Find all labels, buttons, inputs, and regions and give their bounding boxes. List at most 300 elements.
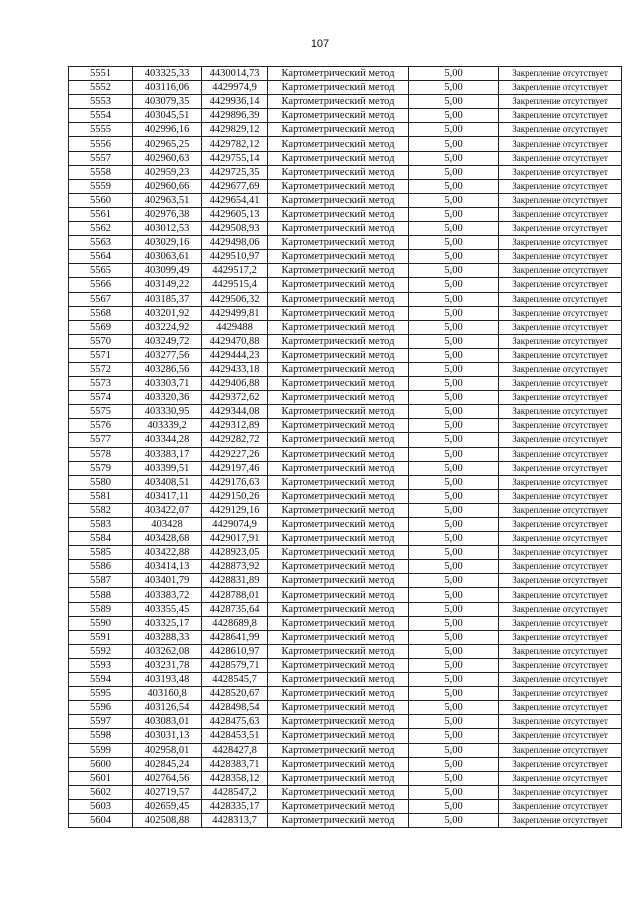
point-number-cell: 5592 <box>69 644 133 658</box>
accuracy-cell: 5,00 <box>409 433 499 447</box>
method-cell: Картометрический метод <box>268 292 409 306</box>
point-number-cell: 5566 <box>69 278 133 292</box>
status-cell: Закрепление отсутствует <box>499 250 622 264</box>
table-row <box>69 574 622 588</box>
method-cell: Картометрический метод <box>268 95 409 109</box>
x-coordinate-cell: 403149,22 <box>133 278 202 292</box>
y-coordinate-cell: 4429282,72 <box>202 433 268 447</box>
x-coordinate-cell: 402719,57 <box>133 785 202 799</box>
method-cell: Картометрический метод <box>268 715 409 729</box>
y-coordinate-cell: 4428545,7 <box>202 673 268 687</box>
accuracy-cell: 5,00 <box>409 701 499 715</box>
status-cell: Закрепление отсутствует <box>499 560 622 574</box>
x-coordinate-cell: 403012,53 <box>133 222 202 236</box>
status-cell: Закрепление отсутствует <box>499 602 622 616</box>
status-cell: Закрепление отсутствует <box>499 489 622 503</box>
accuracy-cell: 5,00 <box>409 109 499 123</box>
method-cell: Картометрический метод <box>268 616 409 630</box>
status-cell: Закрепление отсутствует <box>499 503 622 517</box>
accuracy-cell: 5,00 <box>409 419 499 433</box>
status-cell: Закрепление отсутствует <box>499 644 622 658</box>
y-coordinate-cell: 4428313,7 <box>202 813 268 827</box>
method-cell: Картометрический метод <box>268 546 409 560</box>
status-cell: Закрепление отсутствует <box>499 222 622 236</box>
method-cell: Картометрический метод <box>268 123 409 137</box>
method-cell: Картометрический метод <box>268 264 409 278</box>
y-coordinate-cell: 4429829,12 <box>202 123 268 137</box>
method-cell: Картометрический метод <box>268 743 409 757</box>
x-coordinate-cell: 402960,63 <box>133 151 202 165</box>
x-coordinate-cell: 403383,17 <box>133 447 202 461</box>
y-coordinate-cell: 4428358,12 <box>202 771 268 785</box>
table-row <box>69 391 622 405</box>
table-row <box>69 560 622 574</box>
point-number-cell: 5585 <box>69 546 133 560</box>
x-coordinate-cell: 403422,88 <box>133 546 202 560</box>
y-coordinate-cell: 4428641,99 <box>202 630 268 644</box>
point-number-cell: 5574 <box>69 391 133 405</box>
point-number-cell: 5599 <box>69 743 133 757</box>
table-row <box>69 658 622 672</box>
accuracy-cell: 5,00 <box>409 391 499 405</box>
accuracy-cell: 5,00 <box>409 518 499 532</box>
y-coordinate-cell: 4428547,2 <box>202 785 268 799</box>
method-cell: Картометрический метод <box>268 320 409 334</box>
table-row <box>69 757 622 771</box>
point-number-cell: 5593 <box>69 658 133 672</box>
table-row <box>69 405 622 419</box>
method-cell: Картометрический метод <box>268 193 409 207</box>
status-cell: Закрепление отсутствует <box>499 701 622 715</box>
method-cell: Картометрический метод <box>268 757 409 771</box>
table-row <box>69 518 622 532</box>
x-coordinate-cell: 402659,45 <box>133 799 202 813</box>
x-coordinate-cell: 403303,71 <box>133 377 202 391</box>
table-row <box>69 673 622 687</box>
y-coordinate-cell: 4429677,69 <box>202 179 268 193</box>
table-row <box>69 362 622 376</box>
accuracy-cell: 5,00 <box>409 292 499 306</box>
accuracy-cell: 5,00 <box>409 151 499 165</box>
y-coordinate-cell: 4428335,17 <box>202 799 268 813</box>
status-cell: Закрепление отсутствует <box>499 532 622 546</box>
point-number-cell: 5582 <box>69 503 133 517</box>
method-cell: Картометрический метод <box>268 644 409 658</box>
method-cell: Картометрический метод <box>268 250 409 264</box>
status-cell: Закрепление отсутствует <box>499 320 622 334</box>
point-number-cell: 5565 <box>69 264 133 278</box>
accuracy-cell: 5,00 <box>409 785 499 799</box>
point-number-cell: 5602 <box>69 785 133 799</box>
status-cell: Закрепление отсутствует <box>499 391 622 405</box>
y-coordinate-cell: 4429508,93 <box>202 222 268 236</box>
method-cell: Картометрический метод <box>268 785 409 799</box>
table-row <box>69 264 622 278</box>
accuracy-cell: 5,00 <box>409 179 499 193</box>
x-coordinate-cell: 403428 <box>133 518 202 532</box>
x-coordinate-cell: 403399,51 <box>133 461 202 475</box>
accuracy-cell: 5,00 <box>409 334 499 348</box>
method-cell: Картометрический метод <box>268 701 409 715</box>
y-coordinate-cell: 4429510,97 <box>202 250 268 264</box>
x-coordinate-cell: 403262,08 <box>133 644 202 658</box>
status-cell: Закрепление отсутствует <box>499 546 622 560</box>
accuracy-cell: 5,00 <box>409 630 499 644</box>
y-coordinate-cell: 4429605,13 <box>202 207 268 221</box>
method-cell: Картометрический метод <box>268 489 409 503</box>
point-number-cell: 5560 <box>69 193 133 207</box>
status-cell: Закрепление отсутствует <box>499 419 622 433</box>
point-number-cell: 5571 <box>69 348 133 362</box>
table-row <box>69 701 622 715</box>
status-cell: Закрепление отсутствует <box>499 771 622 785</box>
point-number-cell: 5563 <box>69 236 133 250</box>
method-cell: Картометрический метод <box>268 813 409 827</box>
point-number-cell: 5559 <box>69 179 133 193</box>
table-row <box>69 306 622 320</box>
method-cell: Картометрический метод <box>268 799 409 813</box>
accuracy-cell: 5,00 <box>409 222 499 236</box>
method-cell: Картометрический метод <box>268 602 409 616</box>
table-row <box>69 602 622 616</box>
method-cell: Картометрический метод <box>268 179 409 193</box>
point-number-cell: 5590 <box>69 616 133 630</box>
table-row <box>69 489 622 503</box>
y-coordinate-cell: 4429896,39 <box>202 109 268 123</box>
accuracy-cell: 5,00 <box>409 123 499 137</box>
method-cell: Картометрический метод <box>268 377 409 391</box>
table-row <box>69 785 622 799</box>
accuracy-cell: 5,00 <box>409 405 499 419</box>
method-cell: Картометрический метод <box>268 658 409 672</box>
table-row <box>69 236 622 250</box>
table-row <box>69 95 622 109</box>
y-coordinate-cell: 4430014,73 <box>202 67 268 81</box>
accuracy-cell: 5,00 <box>409 306 499 320</box>
table-row <box>69 503 622 517</box>
status-cell: Закрепление отсутствует <box>499 433 622 447</box>
point-number-cell: 5562 <box>69 222 133 236</box>
x-coordinate-cell: 402976,38 <box>133 207 202 221</box>
x-coordinate-cell: 403414,13 <box>133 560 202 574</box>
accuracy-cell: 5,00 <box>409 799 499 813</box>
status-cell: Закрепление отсутствует <box>499 264 622 278</box>
table-row <box>69 292 622 306</box>
table-row <box>69 475 622 489</box>
status-cell: Закрепление отсутствует <box>499 362 622 376</box>
point-number-cell: 5587 <box>69 574 133 588</box>
status-cell: Закрепление отсутствует <box>499 630 622 644</box>
y-coordinate-cell: 4428475,63 <box>202 715 268 729</box>
y-coordinate-cell: 4429470,88 <box>202 334 268 348</box>
accuracy-cell: 5,00 <box>409 236 499 250</box>
accuracy-cell: 5,00 <box>409 757 499 771</box>
status-cell: Закрепление отсутствует <box>499 236 622 250</box>
accuracy-cell: 5,00 <box>409 348 499 362</box>
method-cell: Картометрический метод <box>268 673 409 687</box>
x-coordinate-cell: 403339,2 <box>133 419 202 433</box>
x-coordinate-cell: 403383,72 <box>133 588 202 602</box>
y-coordinate-cell: 4429227,26 <box>202 447 268 461</box>
y-coordinate-cell: 4428689,8 <box>202 616 268 630</box>
x-coordinate-cell: 402764,56 <box>133 771 202 785</box>
accuracy-cell: 5,00 <box>409 588 499 602</box>
point-number-cell: 5600 <box>69 757 133 771</box>
y-coordinate-cell: 4429444,23 <box>202 348 268 362</box>
x-coordinate-cell: 403185,37 <box>133 292 202 306</box>
y-coordinate-cell: 4429725,35 <box>202 165 268 179</box>
x-coordinate-cell: 403063,61 <box>133 250 202 264</box>
table-row <box>69 320 622 334</box>
accuracy-cell: 5,00 <box>409 546 499 560</box>
y-coordinate-cell: 4429150,26 <box>202 489 268 503</box>
method-cell: Картометрический метод <box>268 630 409 644</box>
y-coordinate-cell: 4429488 <box>202 320 268 334</box>
x-coordinate-cell: 402996,16 <box>133 123 202 137</box>
accuracy-cell: 5,00 <box>409 687 499 701</box>
x-coordinate-cell: 402958,01 <box>133 743 202 757</box>
method-cell: Картометрический метод <box>268 306 409 320</box>
point-number-cell: 5554 <box>69 109 133 123</box>
y-coordinate-cell: 4429312,89 <box>202 419 268 433</box>
method-cell: Картометрический метод <box>268 475 409 489</box>
accuracy-cell: 5,00 <box>409 616 499 630</box>
accuracy-cell: 5,00 <box>409 250 499 264</box>
point-number-cell: 5580 <box>69 475 133 489</box>
status-cell: Закрепление отсутствует <box>499 518 622 532</box>
accuracy-cell: 5,00 <box>409 320 499 334</box>
point-number-cell: 5583 <box>69 518 133 532</box>
status-cell: Закрепление отсутствует <box>499 405 622 419</box>
status-cell: Закрепление отсутствует <box>499 151 622 165</box>
y-coordinate-cell: 4429499,81 <box>202 306 268 320</box>
x-coordinate-cell: 402963,51 <box>133 193 202 207</box>
accuracy-cell: 5,00 <box>409 658 499 672</box>
x-coordinate-cell: 403083,01 <box>133 715 202 729</box>
point-number-cell: 5588 <box>69 588 133 602</box>
x-coordinate-cell: 403045,51 <box>133 109 202 123</box>
method-cell: Картометрический метод <box>268 771 409 785</box>
table-row <box>69 799 622 813</box>
x-coordinate-cell: 403160,8 <box>133 687 202 701</box>
x-coordinate-cell: 403428,68 <box>133 532 202 546</box>
point-number-cell: 5558 <box>69 165 133 179</box>
point-number-cell: 5552 <box>69 81 133 95</box>
point-number-cell: 5601 <box>69 771 133 785</box>
status-cell: Закрепление отсутствует <box>499 306 622 320</box>
status-cell: Закрепление отсутствует <box>499 292 622 306</box>
y-coordinate-cell: 4429372,62 <box>202 391 268 405</box>
x-coordinate-cell: 402965,25 <box>133 137 202 151</box>
table-row <box>69 546 622 560</box>
status-cell: Закрепление отсутствует <box>499 588 622 602</box>
point-number-cell: 5578 <box>69 447 133 461</box>
table-row <box>69 419 622 433</box>
method-cell: Картометрический метод <box>268 588 409 602</box>
table-row <box>69 616 622 630</box>
x-coordinate-cell: 402508,88 <box>133 813 202 827</box>
y-coordinate-cell: 4428453,51 <box>202 729 268 743</box>
method-cell: Картометрический метод <box>268 362 409 376</box>
method-cell: Картометрический метод <box>268 729 409 743</box>
x-coordinate-cell: 403344,28 <box>133 433 202 447</box>
page-number: 107 <box>310 38 330 50</box>
method-cell: Картометрический метод <box>268 687 409 701</box>
table-row <box>69 123 622 137</box>
status-cell: Закрепление отсутствует <box>499 673 622 687</box>
method-cell: Картометрический метод <box>268 405 409 419</box>
status-cell: Закрепление отсутствует <box>499 715 622 729</box>
status-cell: Закрепление отсутствует <box>499 687 622 701</box>
y-coordinate-cell: 4429782,12 <box>202 137 268 151</box>
status-cell: Закрепление отсутствует <box>499 757 622 771</box>
x-coordinate-cell: 402960,66 <box>133 179 202 193</box>
y-coordinate-cell: 4428427,8 <box>202 743 268 757</box>
point-number-cell: 5576 <box>69 419 133 433</box>
method-cell: Картометрический метод <box>268 532 409 546</box>
point-number-cell: 5569 <box>69 320 133 334</box>
method-cell: Картометрический метод <box>268 419 409 433</box>
point-number-cell: 5572 <box>69 362 133 376</box>
x-coordinate-cell: 403320,36 <box>133 391 202 405</box>
table-row <box>69 532 622 546</box>
y-coordinate-cell: 4428873,92 <box>202 560 268 574</box>
point-number-cell: 5586 <box>69 560 133 574</box>
x-coordinate-cell: 403201,92 <box>133 306 202 320</box>
x-coordinate-cell: 403193,48 <box>133 673 202 687</box>
table-row <box>69 433 622 447</box>
status-cell: Закрепление отсутствует <box>499 475 622 489</box>
accuracy-cell: 5,00 <box>409 362 499 376</box>
method-cell: Картометрический метод <box>268 151 409 165</box>
status-cell: Закрепление отсутствует <box>499 81 622 95</box>
x-coordinate-cell: 402959,23 <box>133 165 202 179</box>
x-coordinate-cell: 403355,45 <box>133 602 202 616</box>
status-cell: Закрепление отсутствует <box>499 95 622 109</box>
y-coordinate-cell: 4429515,4 <box>202 278 268 292</box>
status-cell: Закрепление отсутствует <box>499 616 622 630</box>
x-coordinate-cell: 403422,07 <box>133 503 202 517</box>
y-coordinate-cell: 4428383,71 <box>202 757 268 771</box>
method-cell: Картометрический метод <box>268 207 409 221</box>
table-row <box>69 348 622 362</box>
y-coordinate-cell: 4429017,91 <box>202 532 268 546</box>
y-coordinate-cell: 4429129,16 <box>202 503 268 517</box>
point-number-cell: 5553 <box>69 95 133 109</box>
method-cell: Картометрический метод <box>268 81 409 95</box>
status-cell: Закрепление отсутствует <box>499 658 622 672</box>
method-cell: Картометрический метод <box>268 348 409 362</box>
accuracy-cell: 5,00 <box>409 264 499 278</box>
accuracy-cell: 5,00 <box>409 81 499 95</box>
accuracy-cell: 5,00 <box>409 532 499 546</box>
method-cell: Картометрический метод <box>268 391 409 405</box>
y-coordinate-cell: 4429755,14 <box>202 151 268 165</box>
accuracy-cell: 5,00 <box>409 644 499 658</box>
point-number-cell: 5591 <box>69 630 133 644</box>
accuracy-cell: 5,00 <box>409 377 499 391</box>
x-coordinate-cell: 403126,54 <box>133 701 202 715</box>
y-coordinate-cell: 4428923,05 <box>202 546 268 560</box>
status-cell: Закрепление отсутствует <box>499 348 622 362</box>
status-cell: Закрепление отсутствует <box>499 137 622 151</box>
coordinates-table-body <box>69 67 622 828</box>
y-coordinate-cell: 4428498,54 <box>202 701 268 715</box>
x-coordinate-cell: 403099,49 <box>133 264 202 278</box>
method-cell: Картометрический метод <box>268 447 409 461</box>
y-coordinate-cell: 4429074,9 <box>202 518 268 532</box>
point-number-cell: 5581 <box>69 489 133 503</box>
accuracy-cell: 5,00 <box>409 574 499 588</box>
point-number-cell: 5557 <box>69 151 133 165</box>
point-number-cell: 5573 <box>69 377 133 391</box>
table-row <box>69 588 622 602</box>
method-cell: Картометрический метод <box>268 518 409 532</box>
accuracy-cell: 5,00 <box>409 673 499 687</box>
y-coordinate-cell: 4429506,32 <box>202 292 268 306</box>
method-cell: Картометрический метод <box>268 503 409 517</box>
status-cell: Закрепление отсутствует <box>499 193 622 207</box>
status-cell: Закрепление отсутствует <box>499 334 622 348</box>
x-coordinate-cell: 403231,78 <box>133 658 202 672</box>
table-row <box>69 137 622 151</box>
status-cell: Закрепление отсутствует <box>499 743 622 757</box>
y-coordinate-cell: 4429654,41 <box>202 193 268 207</box>
point-number-cell: 5575 <box>69 405 133 419</box>
accuracy-cell: 5,00 <box>409 165 499 179</box>
method-cell: Картометрический метод <box>268 433 409 447</box>
table-row <box>69 715 622 729</box>
point-number-cell: 5567 <box>69 292 133 306</box>
y-coordinate-cell: 4428831,89 <box>202 574 268 588</box>
table-row <box>69 644 622 658</box>
accuracy-cell: 5,00 <box>409 602 499 616</box>
y-coordinate-cell: 4429176,63 <box>202 475 268 489</box>
x-coordinate-cell: 403249,72 <box>133 334 202 348</box>
point-number-cell: 5595 <box>69 687 133 701</box>
table-row <box>69 222 622 236</box>
y-coordinate-cell: 4428610,97 <box>202 644 268 658</box>
y-coordinate-cell: 4429517,2 <box>202 264 268 278</box>
table-row <box>69 729 622 743</box>
accuracy-cell: 5,00 <box>409 489 499 503</box>
x-coordinate-cell: 403401,79 <box>133 574 202 588</box>
point-number-cell: 5561 <box>69 207 133 221</box>
method-cell: Картометрический метод <box>268 236 409 250</box>
table-row <box>69 377 622 391</box>
accuracy-cell: 5,00 <box>409 461 499 475</box>
table-row <box>69 334 622 348</box>
y-coordinate-cell: 4428788,01 <box>202 588 268 602</box>
accuracy-cell: 5,00 <box>409 503 499 517</box>
x-coordinate-cell: 403277,56 <box>133 348 202 362</box>
status-cell: Закрепление отсутствует <box>499 67 622 81</box>
table-row <box>69 278 622 292</box>
x-coordinate-cell: 403408,51 <box>133 475 202 489</box>
y-coordinate-cell: 4429433,18 <box>202 362 268 376</box>
point-number-cell: 5577 <box>69 433 133 447</box>
accuracy-cell: 5,00 <box>409 67 499 81</box>
x-coordinate-cell: 403224,92 <box>133 320 202 334</box>
x-coordinate-cell: 403417,11 <box>133 489 202 503</box>
point-number-cell: 5584 <box>69 532 133 546</box>
status-cell: Закрепление отсутствует <box>499 574 622 588</box>
status-cell: Закрепление отсутствует <box>499 377 622 391</box>
point-number-cell: 5568 <box>69 306 133 320</box>
status-cell: Закрепление отсутствует <box>499 461 622 475</box>
y-coordinate-cell: 4428520,67 <box>202 687 268 701</box>
point-number-cell: 5589 <box>69 602 133 616</box>
